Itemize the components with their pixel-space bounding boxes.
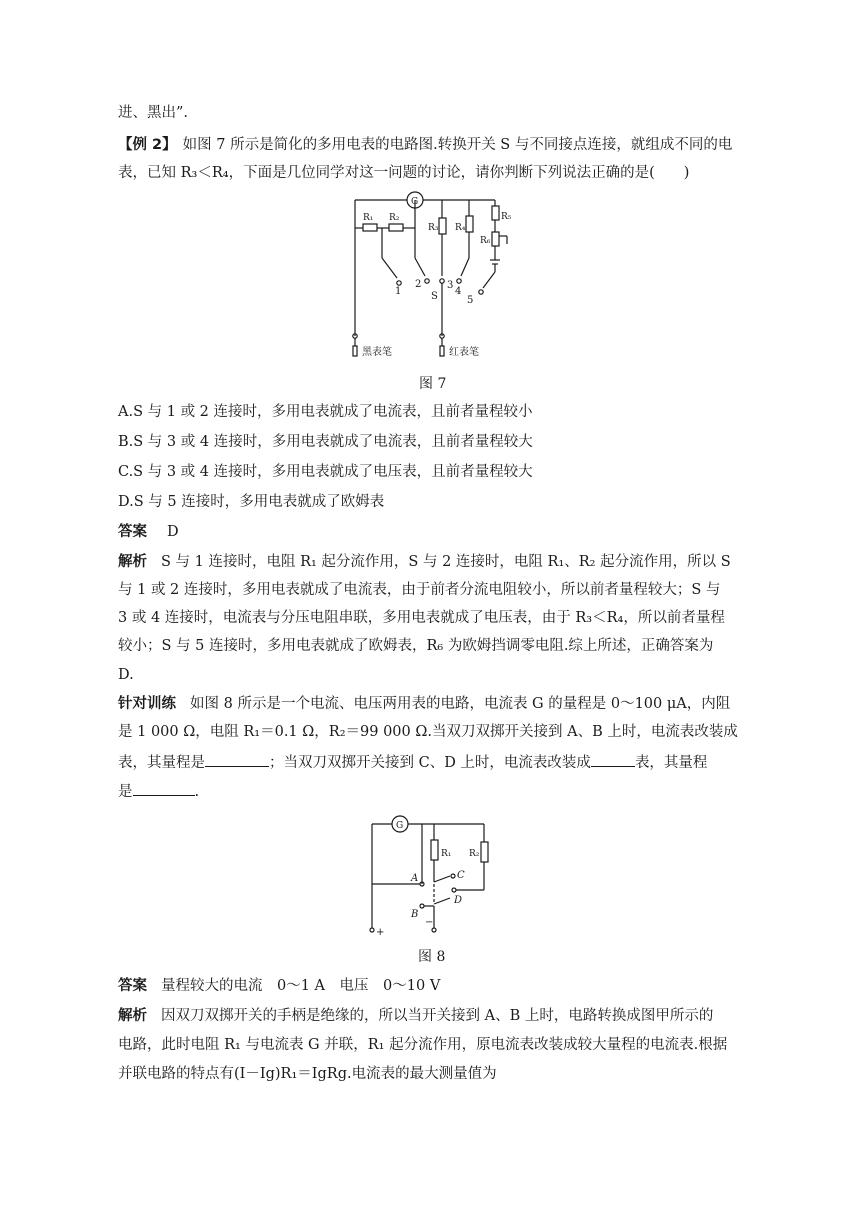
training-line-3 [118,752,707,773]
r1-resistor [431,840,438,860]
r6-resistor [492,232,499,246]
option-b: B.S 与 3 或 4 连接时，多用电表就成了电流表，且前者量程较大 [118,434,533,450]
analysis-1-line-4: 较小；S 与 5 连接时，多用电表就成了欧姆表，R₆ 为欧姆挡调零电阻.综上所述，正确答案为 [118,638,714,654]
analysis-2-text-1: 因双刀双掷开关的手柄是绝缘的，所以当开关接到 A、B 上时，电路转换成图甲所示的 [161,1008,714,1024]
training-text-3a: 表，其量程是 [118,755,205,771]
fig7-r1-label: R₁ [363,213,374,223]
blank-range-2[interactable] [133,781,195,796]
analysis-2-line-3: 并联电路的特点有(I－Ig)R₁＝IgRg.电流表的最大测量值为 [118,1066,497,1082]
fig7-red-pen: 红表笔 [449,347,479,358]
analysis-1-label: 解析 [118,554,147,570]
figure-8-circuit [362,812,502,942]
example-line-1 [118,135,732,155]
answer-1-text: D [167,524,179,540]
r2-resistor [389,224,403,231]
fig8-b-label: B [411,909,419,920]
fig8-r2-label: R₂ [469,849,480,859]
fig7-r5-label: R₅ [501,212,512,222]
intro-tail: 进、黑出”. [118,105,189,121]
analysis-1-text-1: S 与 1 连接时，电阻 R₁ 起分流作用，S 与 2 连接时，电阻 R₁、R₂ 起分流作用，所以 S [161,554,731,570]
figure-7-caption: 图 7 [419,376,447,392]
fig7-contact-5: 5 [467,295,474,306]
fig7-black-pen: 黑表笔 [362,347,392,358]
figure-7-circuit [345,186,525,366]
answer-2 [118,976,440,996]
training-line-2: 是 1 000 Ω，电阻 R₁＝0.1 Ω，R₂＝99 000 Ω.当双刀双掷开关接到 A、B 上时，电流表改装成 [118,724,738,740]
fig8-a-label: A [411,873,419,884]
fig8-plus: + [376,927,385,938]
analysis-1-line-5: D. [118,667,134,683]
option-d: D.S 与 5 连接时，多用电表就成了欧姆表 [118,494,385,510]
analysis-2-line-2: 电路，此时电阻 R₁ 与电流表 G 并联，R₁ 起分流作用，原电流表改装成较大量程的电流表.根据 [118,1037,728,1053]
fig7-r4-label: R₄ [455,223,466,233]
r4-resistor [466,216,473,232]
fig8-r1-label: R₁ [441,849,452,859]
blank-type[interactable] [591,752,635,767]
fig8-d-label: D [454,895,463,906]
analysis-1-line-3: 3 或 4 连接时，电流表与分压电阻串联，多用电表就成了电压表，由于 R₃＜R₄，所以前者量程 [118,610,725,626]
r5-resistor [492,206,499,220]
example-tag: 【例 2】 [118,137,177,153]
fig7-switch-s: S [431,291,438,302]
fig7-contact-2: 2 [415,279,422,290]
training-text-1: 如图 8 所示是一个电流、电压两用表的电路，电流表 G 的量程是 0～100 μA，内阻 [190,696,731,712]
analysis-1-line-2: 与 1 或 2 连接时，多用电表就成了电流表，由于前者分流电阻较小，所以前者量程较大；S 与 [118,582,721,598]
fig7-contact-3: 3 [447,280,454,291]
answer-2-label: 答案 [118,978,147,994]
training-line-4 [118,781,199,802]
figure-8-caption: 图 8 [418,949,446,965]
fig8-minus: − [425,917,434,928]
r2-resistor [481,842,488,862]
r3-resistor [439,218,446,234]
option-a: A.S 与 1 或 2 连接时，多用电表就成了电流表，且前者量程较小 [118,404,533,420]
training-text-4b: . [194,784,200,800]
answer-1 [118,522,179,542]
analysis-2-line-1 [118,1006,713,1026]
training-text-4a: 是 [118,784,133,800]
example-text-1: 如图 7 所示是简化的多用电表的电路图.转换开关 S 与不同接点连接，就组成不同的电 [182,137,733,153]
training-text-3c: 表，其量程 [634,755,708,771]
example-line-2: 表，已知 R₃＜R₄，下面是几位同学对这一问题的讨论，请你判断下列说法正确的是( ) [118,165,690,181]
blank-range-1[interactable] [205,752,269,767]
training-label: 针对训练 [118,696,176,712]
fig7-g-label: G [411,197,419,207]
answer-1-label: 答案 [118,524,147,540]
option-c: C.S 与 3 或 4 连接时，多用电表就成了电压表，且前者量程较大 [118,464,533,480]
fig7-r2-label: R₂ [389,213,400,223]
fig7-r3-label: R₃ [428,223,439,233]
fig8-c-label: C [457,870,465,881]
analysis-2-label: 解析 [118,1008,147,1024]
training-text-3b: ；当双刀双掷开关接到 C、D 上时，电流表改装成 [269,755,591,771]
fig8-g-label: G [396,821,404,831]
analysis-1-line-1 [118,552,731,572]
fig7-contact-1: 1 [395,286,402,297]
training-line-1 [118,694,730,714]
r1-resistor [363,224,377,231]
fig7-contact-4: 4 [455,286,462,297]
fig7-r6-label: R₆ [480,236,491,246]
answer-2-text: 量程较大的电流 0～1 A 电压 0～10 V [161,978,441,994]
